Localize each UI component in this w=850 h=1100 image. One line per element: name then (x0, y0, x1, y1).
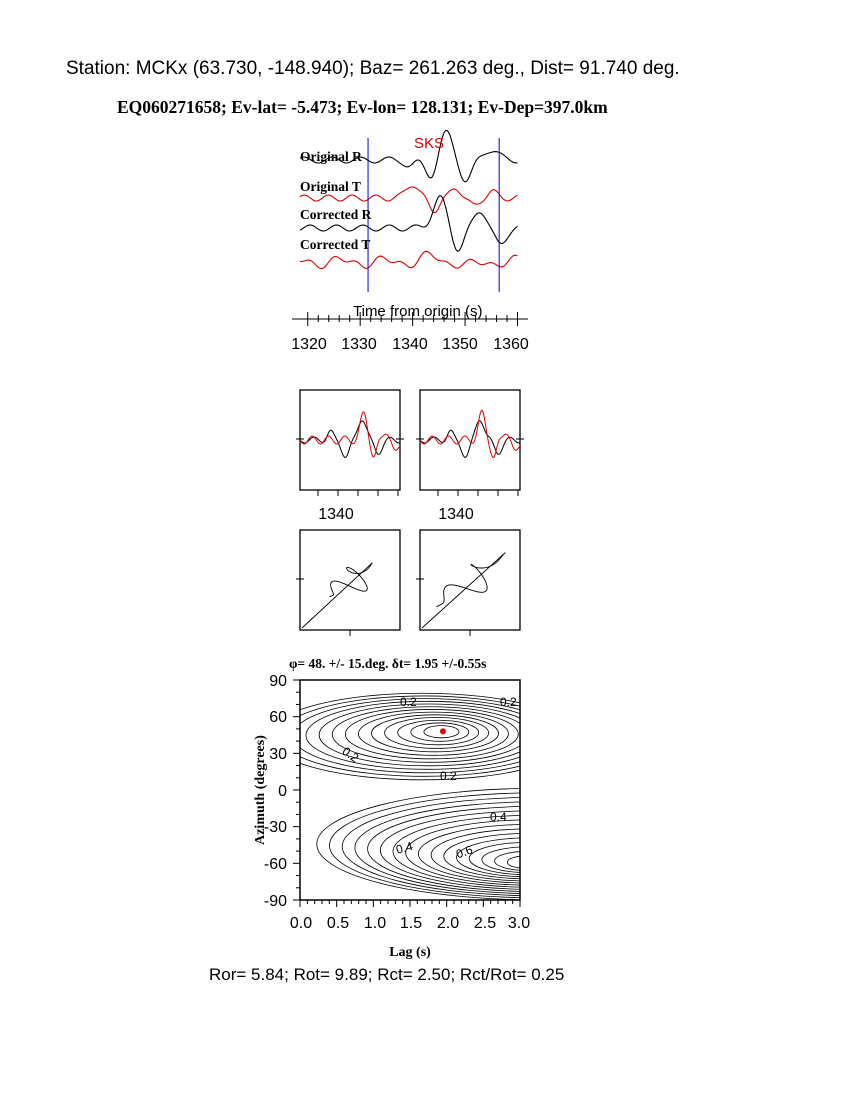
x-axis-title: Lag (s) (389, 945, 431, 960)
radial-waveform (420, 421, 520, 458)
y-tick-30: 30 (269, 746, 287, 763)
trace-label-corrected-t: Corrected T (300, 237, 371, 252)
contour-lower-ring (495, 851, 561, 870)
particle-path (302, 563, 372, 628)
waveform-before-traces (296, 412, 404, 496)
time-tick-1320: 1320 (291, 336, 327, 353)
y-tick-neg90: -90 (263, 893, 287, 910)
contour-lower-ring (317, 788, 761, 900)
time-tick-1340: 1340 (392, 336, 428, 353)
contour-lower-ring (482, 847, 575, 873)
seismogram-panel (291, 130, 529, 353)
phase-label: SKS (414, 135, 445, 152)
radial-waveform (300, 421, 400, 458)
contour-label-3: 0.2 (339, 744, 362, 766)
time-tick-1330: 1330 (341, 336, 377, 353)
contour-lower-ring (380, 811, 689, 890)
contour-lower-ring (406, 820, 661, 885)
waveform-before-panel (296, 390, 404, 523)
y-axis-title: Azimuth (degrees) (253, 735, 268, 845)
waveform-after-traces (416, 410, 524, 496)
event-info: EQ060271658; Ev-lat= -5.473; Ev-lon= 128.131; Ev-Dep=397.0km (117, 97, 608, 117)
x-tick-2-5: 2.5 (473, 915, 497, 932)
contour-lower-ring (393, 815, 675, 887)
particle-motion-after-path (416, 553, 505, 636)
contour-label-4: 0.2 (440, 769, 457, 783)
y-tick-90: 90 (269, 673, 287, 690)
x-tick-0-5: 0.5 (326, 915, 350, 932)
x-tick-0-0: 0.0 (289, 915, 313, 932)
y-tick-neg60: -60 (263, 856, 287, 873)
contour-upper-ring (280, 696, 568, 776)
contour-upper-ring (267, 693, 578, 780)
particle-motion-before-path (296, 563, 372, 636)
contour-lower-ring (469, 842, 589, 874)
particle-path (422, 553, 505, 628)
contour-label-2: 0.2 (500, 695, 517, 709)
contour-label-5: 0.4 (490, 810, 507, 824)
time-axis-ticks (308, 312, 518, 326)
contour-label-6: 0.4 (394, 838, 415, 857)
contour-lower-ring (418, 824, 646, 883)
contour-lower-ring (330, 793, 747, 898)
best-fit-marker (440, 728, 446, 734)
transverse-waveform (300, 412, 400, 457)
x-tick-3-0: 3.0 (507, 915, 531, 932)
transverse-waveform (420, 410, 520, 457)
contour-lower-ring (368, 806, 704, 891)
contour-lower-ring (457, 838, 604, 877)
trace-label-original-t: Original T (300, 179, 361, 194)
time-tick-1350: 1350 (442, 336, 478, 353)
particle-motion-after-panel (416, 530, 520, 636)
x-tick-1-0: 1.0 (363, 915, 387, 932)
trace-corrected-t (300, 251, 518, 268)
contour-title: φ= 48. +/- 15.deg. δt= 1.95 +/-0.55s (289, 656, 487, 671)
waveform-after-panel (416, 390, 524, 523)
y-tick-60: 60 (269, 709, 287, 726)
contour-label-7: 0.6 (454, 842, 475, 862)
x-tick-2-0: 2.0 (436, 915, 460, 932)
contour-label-1: 0.2 (400, 695, 417, 709)
x-tick-1-5: 1.5 (399, 915, 423, 932)
station-info: Station: MCKx (63.730, -148.940); Baz= 261.263 deg., Dist= 91.740 deg. (66, 58, 680, 79)
ratio-summary: Ror= 5.84; Rot= 9.89; Rct= 2.50; Rct/Rot= 0.25 (209, 965, 565, 984)
misfit-contours (267, 693, 761, 900)
y-tick-0: 0 (278, 783, 287, 800)
contour-lower-ring (507, 856, 546, 869)
trace-label-original-r: Original R (300, 149, 362, 164)
waveform-after-tick-label: 1340 (438, 506, 474, 523)
time-axis-title: Time from origin (s) (353, 303, 483, 320)
y-tick-neg30: -30 (263, 819, 287, 836)
contour-upper-ring (358, 712, 508, 755)
waveform-before-tick-label: 1340 (318, 506, 354, 523)
trace-label-corrected-r: Corrected R (300, 207, 372, 222)
contour-panel (253, 656, 761, 960)
particle-motion-before-panel (296, 530, 400, 636)
contour-upper-ring (385, 718, 489, 749)
time-tick-1360: 1360 (493, 336, 529, 353)
